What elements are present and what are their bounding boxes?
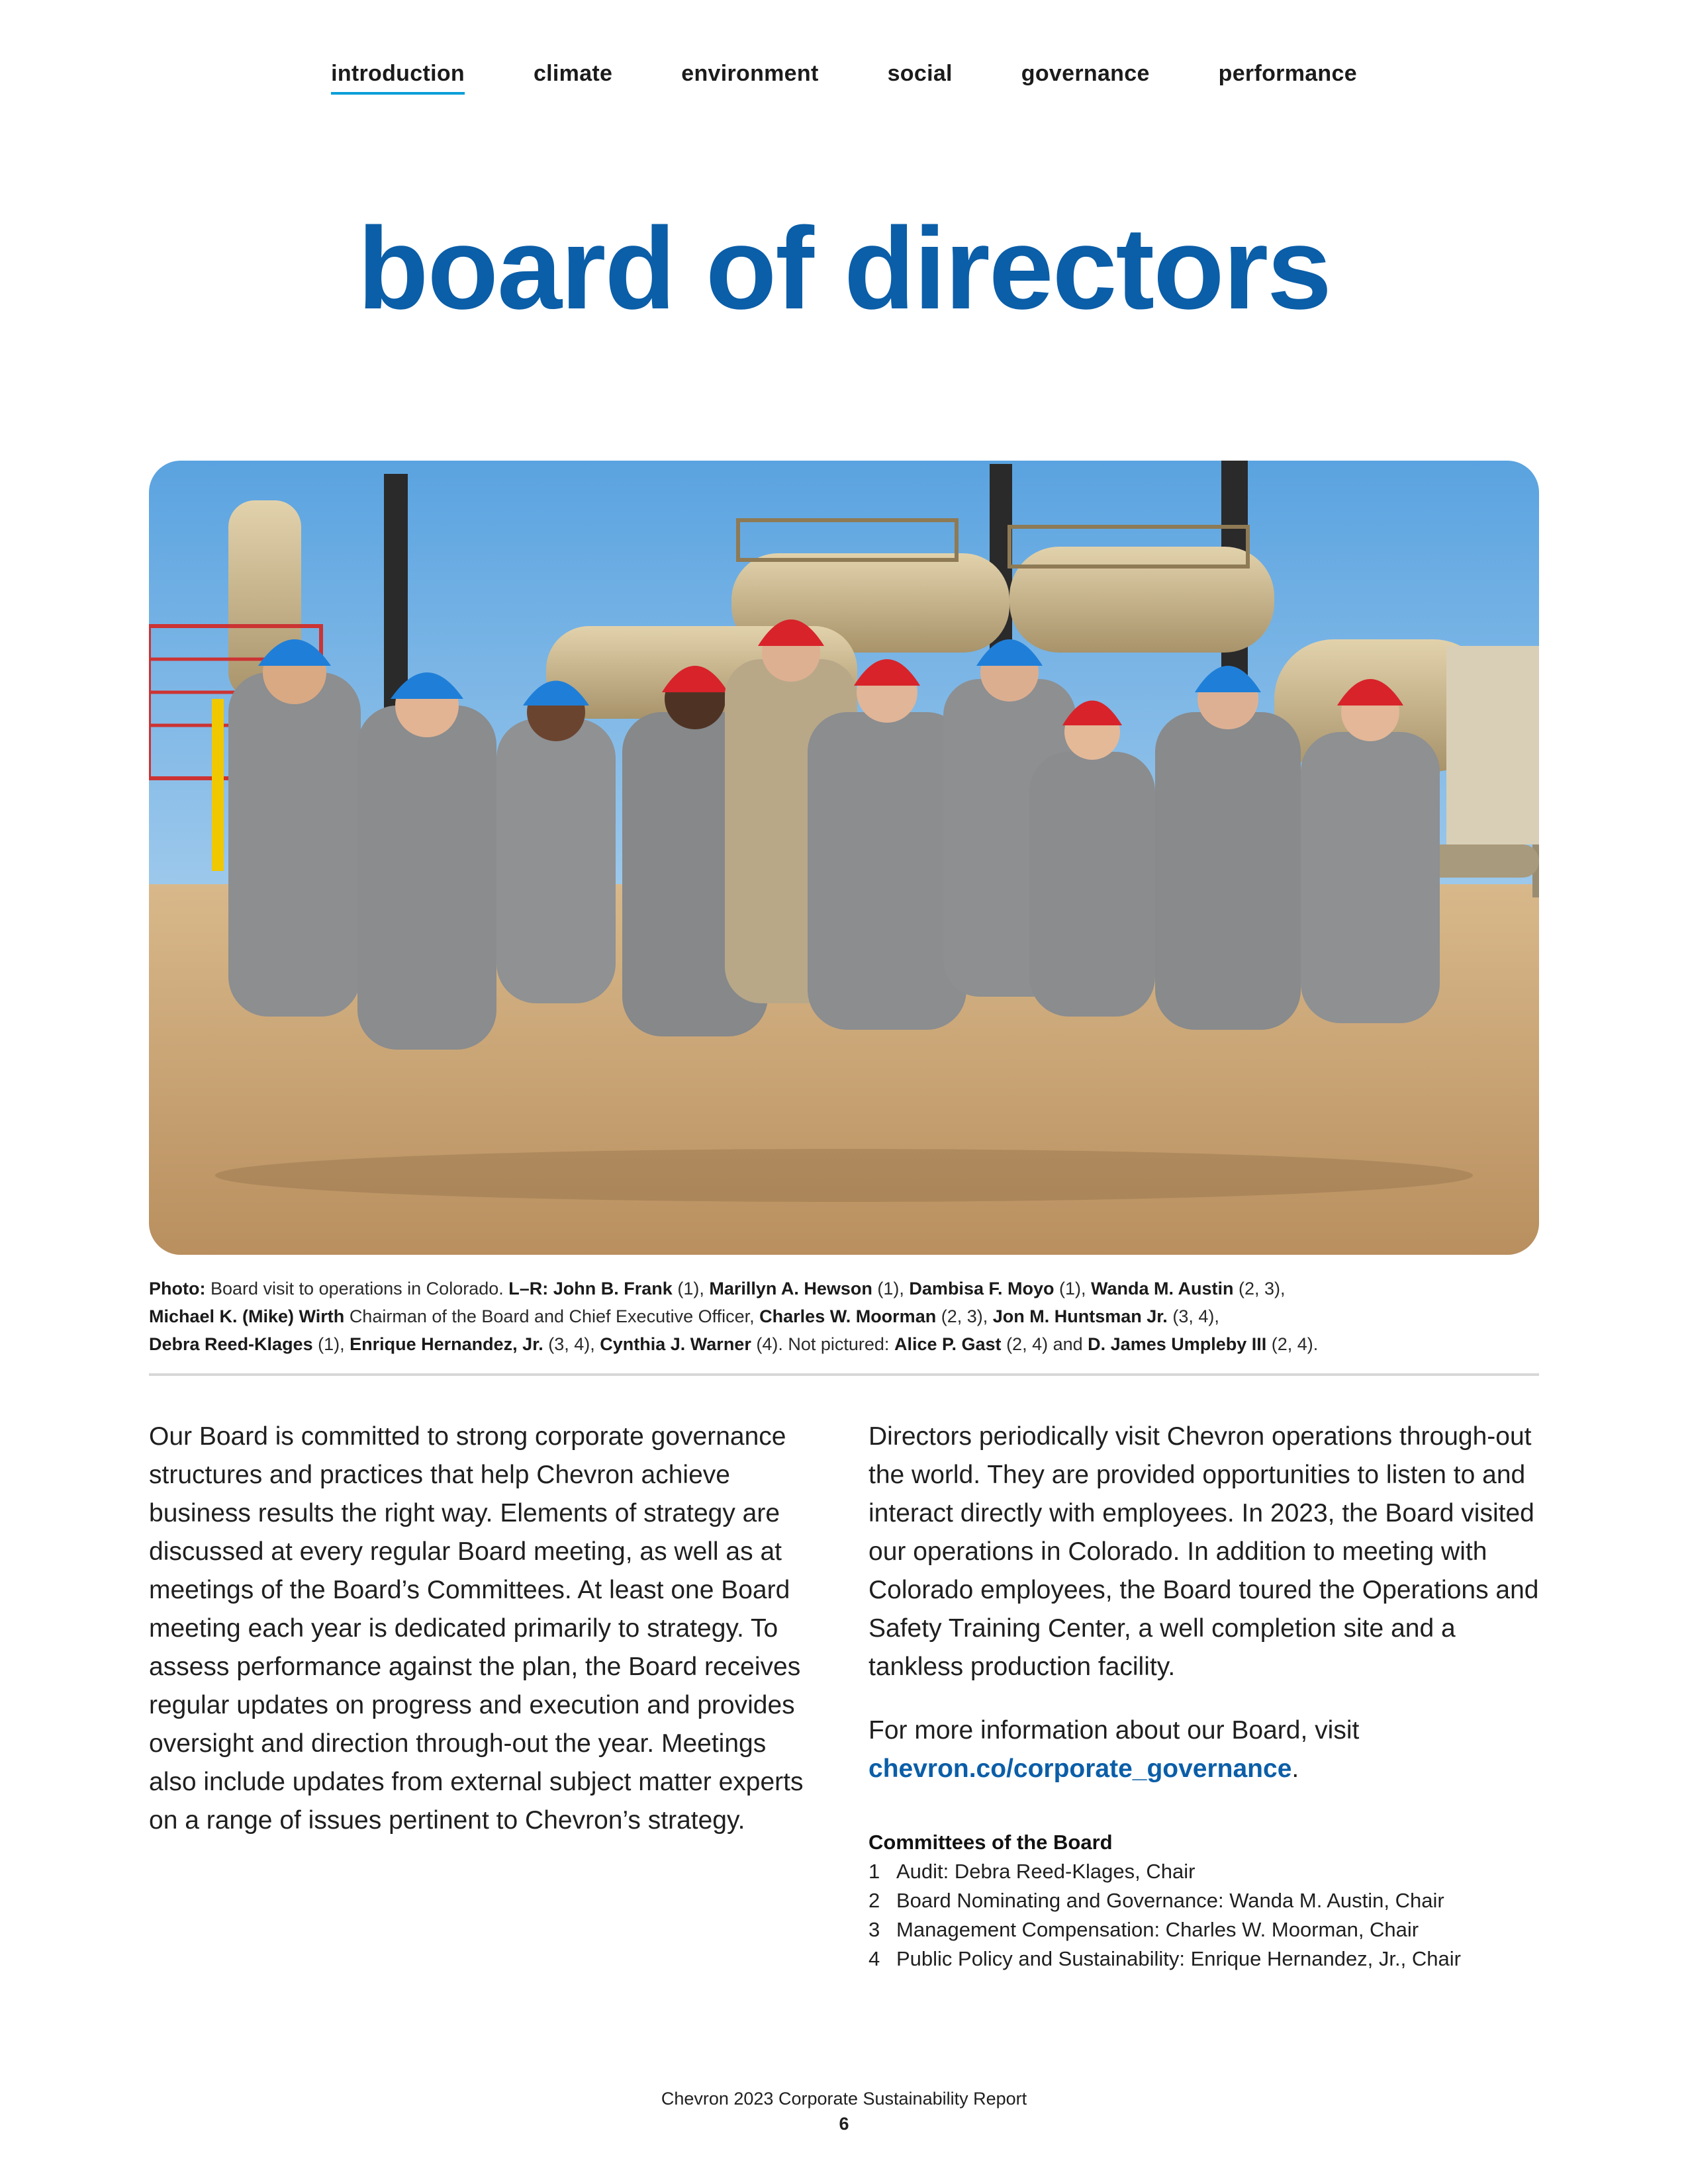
- report-name: Chevron 2023 Corporate Sustainability Report: [661, 2089, 1027, 2109]
- caption-lr-label: L–R:: [508, 1279, 549, 1298]
- caption-person-name: Debra Reed-Klages: [149, 1334, 313, 1354]
- person-2: [357, 672, 496, 1050]
- caption-person-name: Dambisa F. Moyo: [909, 1279, 1055, 1298]
- committee-item: [868, 1915, 1550, 1944]
- committees-list: [868, 1828, 1550, 1974]
- page-number: 6: [839, 2114, 849, 2134]
- nav-environment[interactable]: environment: [681, 61, 819, 86]
- nav-governance[interactable]: governance: [1021, 61, 1150, 86]
- body-left-column: [149, 1418, 818, 1865]
- caption-person-name: Cynthia J. Warner: [600, 1334, 751, 1354]
- page-footer: [0, 2086, 1688, 2136]
- caption-person-name: Enrique Hernandez, Jr.: [350, 1334, 543, 1354]
- person-1: [228, 639, 361, 1017]
- caption-person-note: Chairman of the Board and Chief Executive Officer,: [349, 1306, 755, 1326]
- caption-person-note: (1),: [677, 1279, 704, 1298]
- caption-person-note: (1),: [1058, 1279, 1086, 1298]
- page-title: board of directors: [357, 204, 1331, 334]
- committees-heading: Committees of the Board: [868, 1831, 1113, 1854]
- committee-text: Management Compensation: Charles W. Moorman, Chair: [896, 1918, 1419, 1941]
- nav-introduction[interactable]: introduction: [331, 61, 465, 95]
- nav-performance[interactable]: performance: [1218, 61, 1357, 86]
- body-paragraph-right: Directors periodically visit Chevron operations through-out the world. They are provided opportunities to listen to and interact directly with employees. In 2023, the Board visited our operations in Colorado. In addition to meeting with Colorado employees, the Board toured the Operations and Safety Training Center, a well completion site and a tankless production facility.: [868, 1422, 1539, 1681]
- committee-item: [868, 1857, 1550, 1886]
- link-suffix: .: [1291, 1754, 1299, 1783]
- caption-person-note: (4). Not pictured:: [756, 1334, 890, 1354]
- caption-photo-desc: Board visit to operations in Colorado.: [211, 1279, 504, 1298]
- caption-person-name: Marillyn A. Hewson: [709, 1279, 872, 1298]
- caption-person-name: Wanda M. Austin: [1091, 1279, 1234, 1298]
- caption-person-name: D. James Umpleby III: [1088, 1334, 1267, 1354]
- nav-social[interactable]: social: [887, 61, 953, 86]
- caption-person-note: (2, 3),: [941, 1306, 988, 1326]
- caption-person-note: (1),: [877, 1279, 904, 1298]
- caption-person-note: (3, 4),: [1172, 1306, 1219, 1326]
- committee-text: Public Policy and Sustainability: Enrique Hernandez, Jr., Chair: [896, 1947, 1461, 1970]
- committee-text: Audit: Debra Reed-Klages, Chair: [896, 1860, 1196, 1883]
- caption-person-note: (2, 4).: [1271, 1334, 1319, 1354]
- photo-caption: [149, 1275, 1539, 1358]
- body-right-column: [868, 1418, 1550, 1813]
- body-paragraph-left: Our Board is committed to strong corporate governance structures and practices that help Chevron achieve business results the right way. Elements of strategy are discussed at every regular Board meeting, as well as at meetings of the Board’s Committees. At least one Board meeting each year is dedicated primarily to strategy. To assess performance against the plan, the Board receives regular updates on progress and execution and provides oversight and direction through-out the year. Meetings also include updates from external subject matter experts on a range of issues pertinent to Chevron’s strategy.: [149, 1422, 804, 1835]
- nav-climate[interactable]: climate: [533, 61, 613, 86]
- governance-link[interactable]: chevron.co/corporate_governance: [868, 1754, 1292, 1783]
- caption-person-note: (3, 4),: [548, 1334, 595, 1354]
- person-9: [1155, 666, 1301, 1030]
- more-info-paragraph: [868, 1711, 1550, 1788]
- divider: [149, 1373, 1539, 1376]
- committee-item: [868, 1944, 1550, 1974]
- committee-item: [868, 1886, 1550, 1915]
- committee-number: 3: [868, 1918, 880, 1941]
- caption-person-note: (2, 3),: [1239, 1279, 1286, 1298]
- caption-person-name: Charles W. Moorman: [759, 1306, 937, 1326]
- caption-person-name: Michael K. (Mike) Wirth: [149, 1306, 345, 1326]
- caption-person-name: John B. Frank: [553, 1279, 673, 1298]
- committee-number: 2: [868, 1889, 880, 1912]
- caption-person-note: (2, 4) and: [1006, 1334, 1083, 1354]
- board-photo: [149, 461, 1539, 1255]
- committee-text: Board Nominating and Governance: Wanda M. Austin, Chair: [896, 1889, 1444, 1912]
- caption-photo-label: Photo:: [149, 1279, 206, 1298]
- caption-person-name: Jon M. Huntsman Jr.: [992, 1306, 1168, 1326]
- person-3: [496, 681, 616, 1004]
- committee-number: 1: [868, 1860, 880, 1883]
- committee-number: 4: [868, 1947, 880, 1970]
- caption-person-note: (1),: [318, 1334, 345, 1354]
- more-info-text: For more information about our Board, visit: [868, 1716, 1360, 1745]
- caption-person-name: Alice P. Gast: [894, 1334, 1002, 1354]
- top-navigation: [0, 61, 1688, 95]
